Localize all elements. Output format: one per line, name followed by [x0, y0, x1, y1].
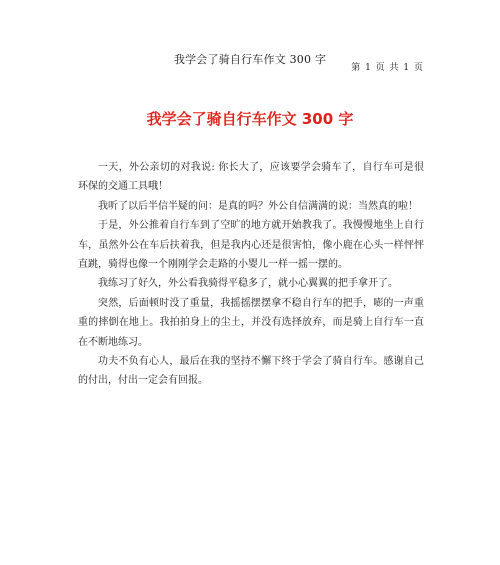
paragraph: 一天，外公亲切的对我说: 你长大了，应该要学会骑车了，自行车可是很环保的交通工具哦！ — [78, 162, 424, 193]
paragraph: 于是，外公推着自行车到了空旷的地方就开始教我了。我慢慢地坐上自行车，虽然外公在车后扶着我，但是我内心还是很害怕，像小鹿在心头一样怦怦直跳，骑得也像一个刚刚学会走路的小婴儿一样一摇一摆的。 — [78, 220, 424, 271]
paragraph: 突然，后面顿时没了重量，我摇摇摆摆拿不稳自行车的把手，嘭的一声重重的摔倒在地上。我拍拍身上的尘土，并没有选择放弃，而是骑上自行车一直在不断地练习。 — [78, 297, 424, 348]
paragraph: 我听了以后半信半疑的问：是真的吗？外公自信满满的说：当然真的啦！ — [98, 200, 418, 212]
paragraph: 功夫不负有心人，最后在我的坚持不懈下终于学会了骑自行车。感谢自己的付出，付出一定会有回报。 — [78, 356, 424, 387]
header-title: 我学会了骑自行车作文 300 字 — [173, 53, 327, 66]
document-body — [78, 158, 424, 391]
paragraph: 我练习了好久，外公看我骑得平稳多了，就小心翼翼的把手拿开了。 — [98, 278, 398, 290]
document-title: 我学会了骑自行车作文 300 字 — [146, 110, 354, 129]
page-number: 第 1 页 共 1 页 — [351, 63, 424, 73]
